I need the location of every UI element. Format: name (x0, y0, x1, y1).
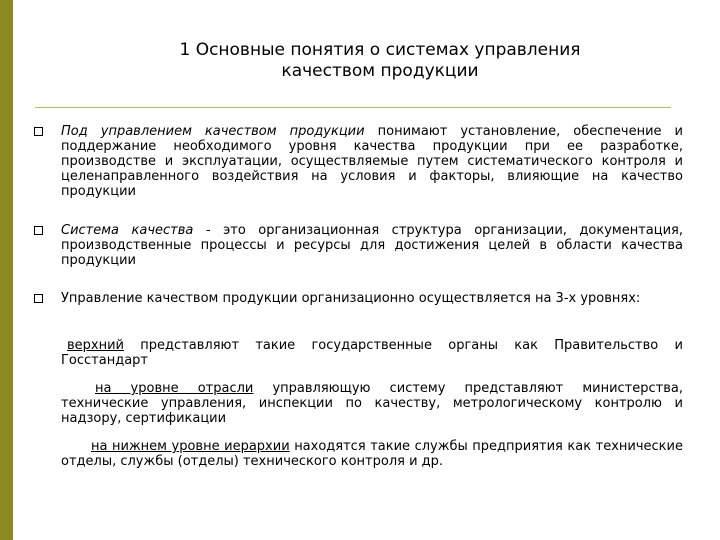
level-bottom (61, 439, 683, 469)
levels-intro-text: Управление качеством продукции организационно осуществляется на 3-х уровнях: (61, 291, 641, 306)
square-bullet-icon (34, 226, 43, 235)
definition-text: - это организационная структура организации, документация, производственные процессы и ресурсы для достижения целей в области качества продукции (61, 223, 683, 268)
term-quality-system: Система качества (61, 223, 194, 238)
square-bullet-icon (34, 294, 43, 303)
level-industry-name: на уровне отрасли (95, 381, 254, 396)
decorative-side-bar (0, 0, 13, 540)
definition-text: понимают установление, обеспечение и поддержание необходимого уровня качества продукции при ее разработке, производстве и эксплуатации, осуществляемые путем систематического контроля и целенаправленного воздействия на условия и факторы, влияющие на качество продукции (61, 124, 683, 199)
level-industry-text: управляющую систему представляют министерства, технические управления, инспекции по качеству, метрологическому контролю и надзору, сертификации (61, 381, 683, 426)
level-industry (61, 381, 683, 426)
levels-intro (61, 291, 683, 306)
square-bullet-icon (34, 127, 43, 136)
level-top-text: представляют такие государственные органы как Правительство и Госстандарт (61, 338, 683, 368)
level-bottom-text: находятся такие службы предприятия как технические отделы, службы (отделы) технического контроля и др. (61, 439, 683, 469)
page-title (120, 40, 640, 82)
definition-quality-system (61, 223, 683, 268)
term-quality-management: Под управлением качеством продукции (61, 124, 365, 139)
title-divider (35, 107, 671, 108)
definition-quality-management (61, 124, 683, 199)
title-line-1: 1 Основные понятия о системах управления (179, 40, 581, 60)
title-line-2: качеством продукции (281, 61, 479, 81)
level-bottom-name: на нижнем уровне иерархии (91, 439, 290, 454)
level-top (61, 338, 683, 368)
level-top-name: верхний (67, 338, 125, 353)
